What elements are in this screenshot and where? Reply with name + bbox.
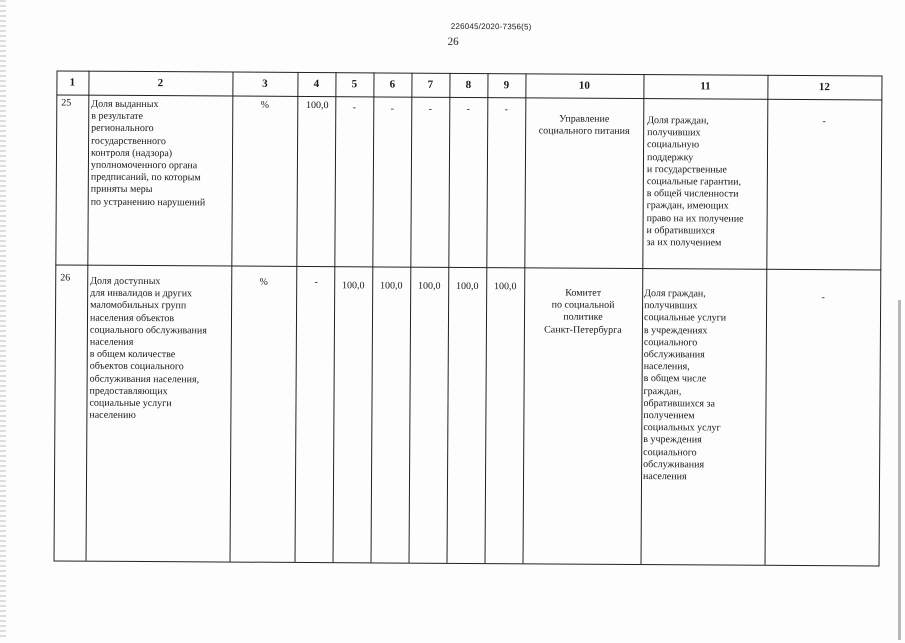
- column-line: [333, 72, 337, 562]
- column-header: 8: [465, 78, 472, 92]
- value-cell: -: [314, 277, 318, 289]
- table-border-top: [57, 70, 883, 76]
- column-line: [295, 72, 299, 562]
- column-line: [447, 73, 451, 563]
- column-header: 5: [351, 78, 358, 91]
- value-cell: 100,0: [493, 281, 517, 293]
- column-header: 6: [389, 78, 396, 91]
- value-cell: -: [504, 104, 508, 116]
- value-cell: 100,0: [306, 99, 329, 112]
- column-header: 4: [313, 78, 320, 91]
- column-header: 11: [700, 80, 711, 93]
- indicator-name: Доля доступных для инвалидов и других маломобильных групп населения объектов социального обслуживания населения в общем количестве объектов социального обслуживания населения, предоставляющих социальные услуги населению: [89, 275, 207, 422]
- column-header: 7: [427, 78, 434, 91]
- value-cell: 100,0: [341, 280, 365, 292]
- row-number: 26: [60, 272, 71, 284]
- calculation-method: Доля граждан, получивших социальные услуги в учреждениях социального обслуживания населения, в общем числе граждан, обратившихся за получением социальных услуг в учреждения социального обслуживания населения: [643, 288, 727, 483]
- table-border-bottom: [54, 560, 880, 566]
- value-cell: 100,0: [417, 280, 441, 292]
- column-header: 9: [503, 79, 510, 92]
- value-cell: -: [466, 103, 470, 115]
- value-cell: -: [428, 103, 432, 115]
- column-line: [485, 73, 489, 563]
- value-cell: -: [352, 102, 356, 114]
- value-cell: -: [821, 292, 825, 304]
- responsible-body: Управление социального питания: [538, 113, 630, 138]
- column-line: [409, 73, 413, 563]
- registration-stamp: 226045/2020-7356(5): [450, 21, 532, 32]
- column-header: 1: [69, 76, 76, 89]
- page-number: 26: [447, 35, 459, 48]
- column-line: [879, 76, 883, 566]
- column-line: [54, 70, 58, 560]
- indicator-name: Доля выданных в результате регионального государственного контроля (надзора) уполномоченного органа предписаний, по которым приняты меры по устранению нарушений: [90, 98, 206, 209]
- calculation-method: Доля граждан, получивших социальную поддержку и государственные социальные гарантии, в общей численности граждан, имеющих право на их получение и обратившихся за их получением: [646, 115, 744, 249]
- column-header: 12: [818, 81, 830, 94]
- responsible-body: Комитет по социальной политике Санкт-Петербурга: [544, 287, 622, 336]
- row-divider: [55, 264, 881, 270]
- row-number: 25: [61, 97, 72, 109]
- column-header: 2: [157, 77, 164, 90]
- column-header: 10: [578, 79, 590, 92]
- column-header: 3: [262, 77, 268, 90]
- value-cell: 100,0: [455, 280, 479, 293]
- value-cell: -: [822, 116, 826, 128]
- column-line: [371, 72, 375, 562]
- value-cell: 100,0: [379, 280, 403, 292]
- value-cell: -: [390, 103, 394, 115]
- unit-cell: %: [260, 99, 270, 111]
- unit-cell: %: [259, 276, 268, 288]
